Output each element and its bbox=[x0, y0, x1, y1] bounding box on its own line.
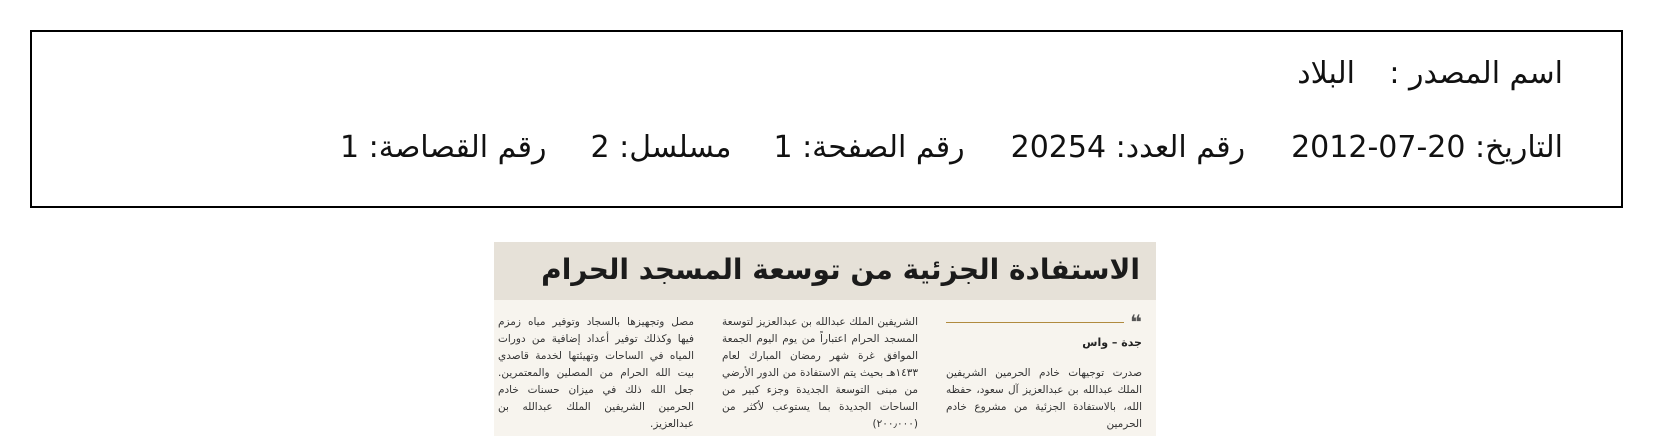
article-dateline: جدة – واس bbox=[1082, 336, 1142, 349]
date-field: التاريخ: 20-07-2012 bbox=[1291, 130, 1563, 165]
newspaper-clipping bbox=[494, 242, 1156, 436]
source-value: البلاد bbox=[1297, 56, 1355, 91]
source-label: اسم المصدر : bbox=[1389, 56, 1563, 91]
quote-icon: ❝ bbox=[1130, 310, 1142, 334]
quote-divider bbox=[946, 322, 1124, 323]
article-column-2 bbox=[722, 314, 918, 433]
article-column-3-text: مصل وتجهيزها بالسجاد وتوفير مياه زمزم فيها وكذلك توفير أعداد إضافية من دورات المياه في الساحات وتهيئتها لخدمة قاصدي بيت الله الحرام من المصلين والمعتمرين. جعل الله ذلك في ميزان حسنات خادم الحرمين الشريفين الملك عبدالله بن عبدالعزيز. bbox=[498, 316, 694, 430]
article-headline: الاستفادة الجزئية من توسعة المسجد الحرام bbox=[541, 253, 1140, 286]
article-column-3 bbox=[498, 314, 694, 433]
article-column-1-text: صدرت توجيهات خادم الحرمين الشريفين الملك عبدالله بن عبدالعزيز آل سعود، حفظه الله، بالاستفادة الجزئية من مشروع خادم الحرمين bbox=[946, 367, 1142, 430]
source-row bbox=[1297, 56, 1563, 92]
serial-field: مسلسل: 2 bbox=[590, 130, 732, 165]
clip-number-field: رقم القصاصة: 1 bbox=[340, 130, 547, 165]
issue-number-field: رقم العدد: 20254 bbox=[1010, 130, 1246, 165]
page-number-field: رقم الصفحة: 1 bbox=[773, 130, 965, 165]
details-row bbox=[340, 130, 1563, 166]
quote-row bbox=[946, 312, 1142, 332]
clipping-metadata-box bbox=[30, 30, 1623, 208]
headline-band bbox=[494, 242, 1156, 300]
article-column-2-text: الشريفين الملك عبدالله بن عبدالعزيز لتوسعة المسجد الحرام اعتباراً من يوم اليوم الجمعة الموافق غرة شهر رمضان المبارك لعام ١٤٣٣هـ بحيث يتم الاستفادة من الدور الأرضي من مبنى التوسعة الجديدة وجزء كبير من الساحات الجديدة بما يستوعب لأكثر من (٢٠٠٫٠٠٠) bbox=[722, 316, 918, 430]
article-column-1 bbox=[946, 312, 1142, 433]
